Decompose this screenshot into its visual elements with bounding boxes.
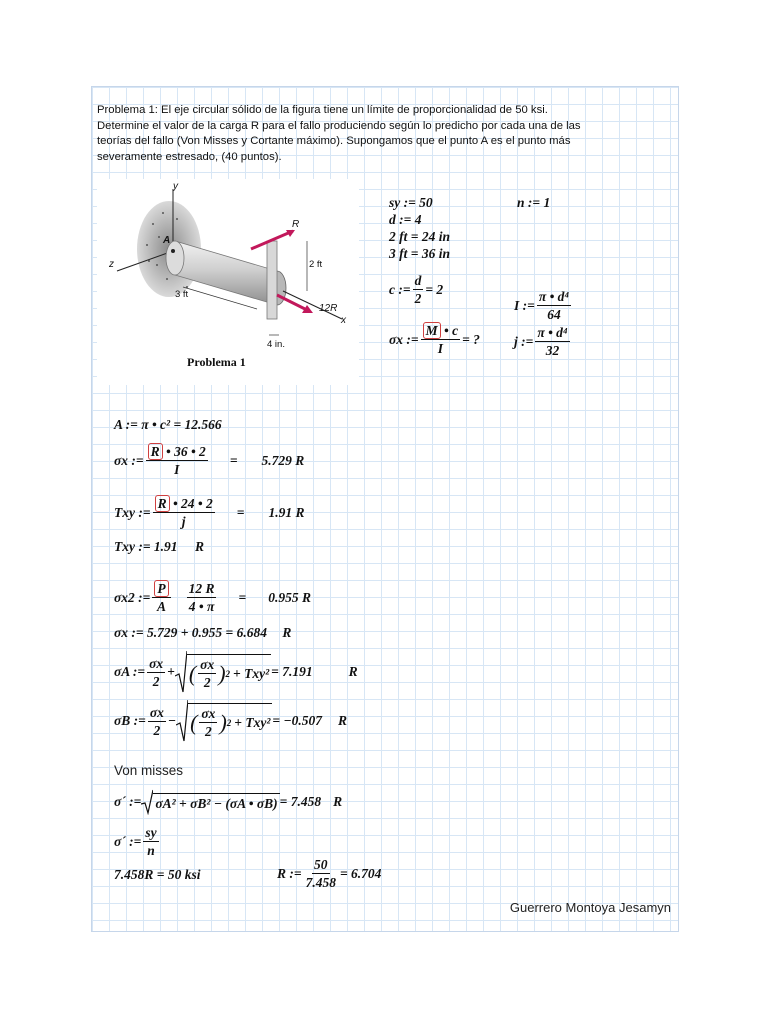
sa-half-num: σx: [149, 655, 164, 671]
problem-statement: Problema 1: El eje circular sólido de la figura tiene un límite de proporcionalidad de 50 ksi. Determine el valor de la carga R para el fallo produciendo según lo predicho por cada una de las teorías del fallo (Von Misses y Cortante máximo). Supongamos que el punto A es el punto más severamente estresado, (40 puntos).: [97, 104, 581, 163]
sa-txy-sq: + Txy²: [233, 665, 270, 681]
j-lhs: j :=: [514, 333, 534, 349]
sx2b-lhs: σx2 :=: [114, 589, 151, 605]
given-2ft: 2 ft = 24 in: [389, 229, 450, 244]
sa-inner-frac: [198, 657, 216, 690]
txy-den: j: [181, 514, 186, 529]
I-fraction: [537, 289, 571, 322]
figure-problem-1: [97, 179, 359, 385]
txy-result: 1.91 R: [268, 504, 305, 520]
given-n: n := 1: [517, 195, 551, 210]
author-name: Guerrero Montoya Jesamyn: [509, 900, 671, 915]
sx-num-m-boxed: M: [423, 322, 441, 339]
sa-half: [147, 656, 165, 689]
sa-result: = 7.191: [271, 664, 313, 679]
sb-sq: 2: [226, 717, 232, 728]
sb-result: = −0.507: [272, 713, 322, 728]
area-eq: A := π • c² = 12.566: [114, 417, 222, 432]
label-z-axis: z: [109, 259, 114, 270]
sb-lhs: σB :=: [114, 713, 146, 728]
vm1-radicand: σA² + σB² − (σA • σB): [153, 793, 279, 812]
given-sy: sy := 50: [389, 195, 433, 210]
label-2ft: 2 ft: [309, 259, 323, 270]
label-point-a: A: [163, 235, 171, 246]
sa-r: R: [348, 664, 358, 679]
sx-lhs: σx :=: [389, 331, 419, 347]
vm4-num: 50: [314, 857, 328, 872]
txy-lhs: Txy :=: [114, 504, 151, 520]
sx-sum-r: R: [282, 625, 292, 640]
sx-r-boxed: R: [148, 443, 163, 460]
sx2b-result: 0.955 R: [268, 589, 311, 605]
sa-paren-open: (: [188, 660, 197, 686]
sx2b-fraction-2: [187, 581, 217, 614]
sx2b-den2: [187, 598, 217, 614]
given-I: [514, 289, 573, 322]
sa-inner-den: 2: [203, 675, 211, 690]
sx2-fraction: [146, 444, 208, 477]
txy-r-boxed: R: [155, 495, 170, 512]
sb-r: R: [338, 713, 348, 728]
vm2-fraction: [143, 825, 158, 858]
sigma-a-eq: [114, 650, 358, 694]
I-num: π • d⁴: [538, 289, 570, 304]
sb-radicand: [188, 703, 272, 739]
vertical-arm: [267, 241, 277, 319]
sigma-x2-eq: [114, 581, 311, 614]
sa-inner-num: σx: [200, 657, 215, 672]
c-num: d: [414, 273, 422, 288]
vm4-fraction: [304, 857, 338, 890]
I-den: 64: [547, 307, 561, 322]
txy-def: [114, 539, 204, 555]
worksheet: [91, 86, 679, 932]
sx2-result: 5.729 R: [261, 452, 305, 468]
von-mises-title: Von misses: [114, 763, 184, 778]
sx2-p-boxed: P: [154, 580, 168, 597]
vm1-result: = 7.458: [279, 794, 322, 809]
sx2b-num: [152, 581, 170, 598]
txy-eq: [114, 496, 305, 529]
sa-radical-sign: [175, 650, 187, 694]
sx2b-den2-text: 4 • π: [188, 599, 215, 614]
given-j: [514, 325, 572, 358]
sb-inner-den: 2: [205, 724, 212, 739]
sx2-eq-sign: =: [229, 452, 238, 468]
sa-radicand: [187, 654, 271, 690]
sx2b-num2: 12 R: [188, 581, 215, 596]
label-load-r: R: [292, 219, 300, 230]
label-3ft: 3 ft: [175, 289, 189, 300]
von-mises-eq-2: [114, 825, 161, 858]
sb-half: [148, 705, 166, 738]
label-x-axis: x: [341, 315, 346, 326]
von-mises-eq-3: 7.458R = 50 ksi: [114, 867, 201, 882]
sx2b-den: A: [156, 599, 166, 614]
sigma-x-eq: [114, 444, 304, 477]
sx-sum-value: σx := 5.729 + 0.955 = 6.684: [114, 625, 267, 640]
vm2-den: n: [147, 843, 155, 858]
sx2-lhs: σx :=: [114, 452, 144, 468]
j-fraction: [535, 325, 569, 358]
sa-sq: 2: [225, 668, 231, 679]
sx-den: I: [437, 341, 443, 356]
c-fraction: [413, 273, 424, 306]
sx-fraction: [421, 323, 460, 356]
figure-caption: Problema 1: [187, 355, 246, 369]
label-12r: 12R: [319, 303, 338, 314]
vm4-lhs: R :=: [277, 865, 302, 881]
sa-paren-close: ): [218, 660, 226, 686]
vm1-radical-sign: [141, 789, 153, 815]
vm2-num: sy: [145, 825, 157, 840]
given-c: [389, 273, 443, 306]
c-result: = 2: [425, 281, 444, 297]
sb-half-num: σx: [149, 704, 164, 720]
sb-txy-sq: + Txy²: [234, 714, 271, 730]
sx2-den: I: [174, 462, 180, 477]
sx-num-rest: • c: [443, 323, 459, 338]
given-d: d := 4: [389, 212, 422, 227]
sx2-num: [146, 444, 208, 461]
von-mises-eq-4: [277, 857, 381, 890]
txy-num: [153, 496, 215, 513]
vm1-lhs: σ´ :=: [114, 794, 142, 809]
sx2b-fraction: [152, 581, 170, 614]
j-num: π • d⁴: [537, 325, 568, 340]
c-den: 2: [414, 291, 422, 306]
sb-inner-frac: [199, 706, 217, 739]
vm2-lhs: σ´ :=: [114, 833, 142, 849]
sa-lhs: σA :=: [114, 664, 146, 679]
I-lhs: I :=: [514, 297, 535, 313]
vm4-den: 7.458: [305, 875, 336, 890]
txy-num-rest: • 24 • 2: [172, 496, 213, 511]
sx2b-eq-sign: =: [238, 589, 247, 605]
sx-result: = ?: [462, 331, 480, 347]
txy-def-value: Txy := 1.91: [114, 539, 178, 554]
txy-eq-sign: =: [236, 504, 245, 520]
sa-half-den: 2: [152, 673, 160, 689]
circular-shaft: [175, 241, 277, 305]
von-mises-eq-1: [114, 789, 342, 815]
vm4-result: = 6.704: [339, 865, 382, 881]
c-lhs: c :=: [389, 281, 411, 297]
sb-paren-close: ): [219, 709, 227, 735]
sigma-x-sum: [114, 625, 291, 641]
sb-inner-num: σx: [201, 706, 216, 721]
sb-paren-open: (: [190, 709, 198, 735]
sb-half-den: 2: [153, 722, 161, 738]
sx-num: [421, 323, 460, 340]
sa-op: +: [167, 664, 175, 679]
txy-def-r: R: [194, 539, 204, 554]
txy-fraction: [153, 496, 215, 529]
given-sigma-x: [389, 323, 480, 356]
given-3ft: 3 ft = 36 in: [389, 246, 450, 261]
label-y-axis: y: [173, 181, 178, 192]
j-den: 32: [545, 343, 560, 358]
label-4in: 4 in.: [267, 339, 285, 350]
sx2-num-rest: • 36 • 2: [165, 444, 206, 459]
sb-op: −: [167, 713, 177, 728]
sb-radical-sign: [176, 699, 188, 743]
vm1-r: R: [333, 794, 343, 809]
sigma-b-eq: [114, 699, 347, 743]
